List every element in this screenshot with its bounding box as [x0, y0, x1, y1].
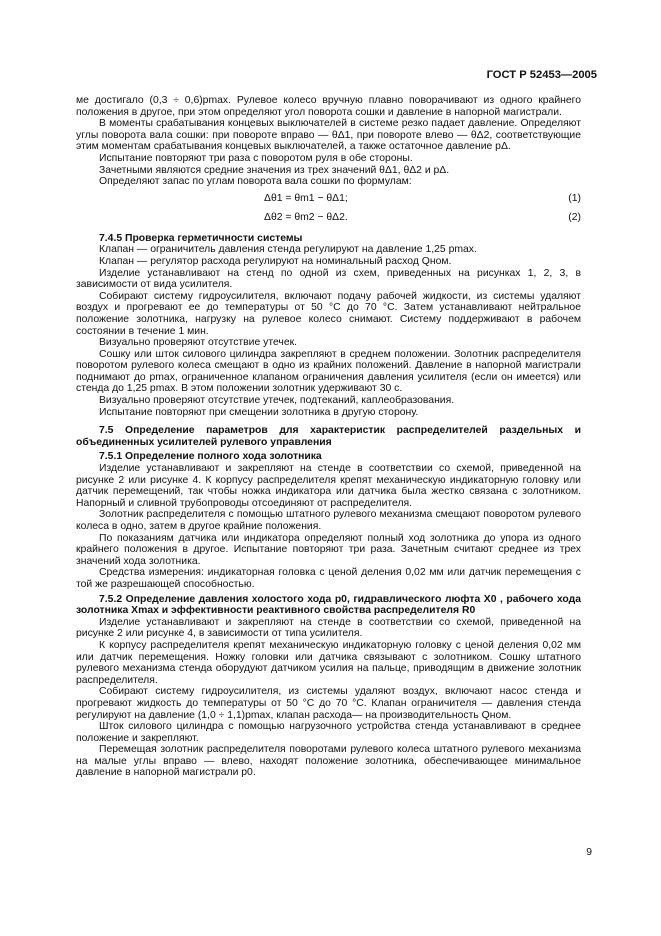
paragraph: Сошку или шток силового цилиндра закрепляют в среднем положении. Золотник распределителя поворотом рулевого колеса смещают в одно из крайних положений. Давление в напорной магистрали поднимают до pmax, ограниченное клапаном ограничения давления усилителя (если он имеется) или стенда до 1,25 pmax. В этом положении золотник удерживают 30 с.	[76, 348, 581, 395]
formula-expression: Δθ2 = θm2 − θΔ2.	[264, 211, 348, 223]
formula-expression: Δθ1 = θm1 − θΔ1;	[264, 192, 348, 204]
section-heading-7-5-1: 7.5.1 Определение полного хода золотника	[99, 451, 322, 463]
section-heading-7-5-2: 7.5.2 Определение давления холостого хода p0, гидравлического люфта X0 , рабочего хода золотника Xmax и эффективности реактивного свойства распределителя R0	[76, 593, 581, 617]
paragraph: Клапан — регулятор расхода регулируют на номинальный расход Qном.	[99, 255, 452, 267]
paragraph: Собирают систему гидроусилителя, включают подачу рабочей жидкости, из системы удаляют воздух и прогревают ее до температуры от 50 °С до 70 °С. Затем устанавливают нейтральное положение золотника, нагрузку на рулевое колесо снимают. Систему поддерживают в рабочем состоянии в течение 1 мин.	[76, 290, 581, 337]
formula-number: (2)	[568, 211, 581, 223]
document-id-header: ГОСТ Р 52453—2005	[486, 69, 597, 81]
paragraph: ме достигало (0,3 ÷ 0,6)pmax. Рулевое колесо вручную плавно поворачивают из одного крайнего положения в другое, при этом определяют угол поворота сошки и давление в напорной магистрали.	[76, 95, 581, 118]
formula-1	[76, 191, 581, 207]
paragraph: Шток силового цилиндра с помощью нагрузочного устройства стенда устанавливают в среднее положение и закрепляют.	[76, 721, 581, 744]
paragraph: Испытание повторяют три раза с поворотом руля в обе стороны.	[99, 152, 413, 164]
paragraph: В моменты срабатывания концевых выключателей в системе резко падает давление. Определяют углы поворота вала сошки: при повороте вправо — θΔ1, при повороте влево — θΔ2, соответствующие этим моментам срабатывания концевых выключателей, а также остаточное давление pΔ.	[76, 118, 581, 153]
paragraph: Изделие устанавливают на стенд по одной из схем, приведенных на рисунках 1, 2, 3, в зависимости от вида усилителя.	[76, 267, 581, 291]
paragraph: Визуально проверяют отсутствие утечек, подтеканий, каплеобразования.	[99, 395, 455, 407]
paragraph: Клапан — ограничитель давления стенда регулируют на давление 1,25 pmax.	[99, 244, 477, 256]
paragraph: Изделие устанавливают и закрепляют на стенде в соответствии со схемой, приведенной на рисунке 2 или рисунке 4, в зависимости от типа усилителя.	[76, 616, 581, 640]
formula-number: (1)	[568, 192, 581, 204]
paragraph: Зачетными являются средние значения из трех значений θΔ1, θΔ2 и pΔ.	[99, 164, 450, 176]
section-heading-7-4-5: 7.4.5 Проверка герметичности системы	[99, 232, 303, 244]
paragraph: Перемещая золотник распределителя поворотами рулевого колеса штатного рулевого механизма на малые углы вправо — влево, находят положение золотника, обеспечивающее минимальное давление в напорной магистрали p0.	[76, 744, 581, 779]
paragraph: По показаниям датчика или индикатора определяют полный ход золотника до упора из одного крайнего положения в другое. Испытание повторяют три раза. Зачетным считают среднее из трех значений хода золотника.	[76, 532, 581, 567]
paragraph: Собирают систему гидроусилителя, из системы удаляют воздух, включают насос стенда и прогревают жидкость до температуры от 50 °С до 70 °С. Клапан ограничителя — давления стенда регулируют на давление (1,0 ÷ 1,1)pmax, клапан расхода— на производительность Qном.	[76, 686, 581, 721]
section-heading-7-5: 7.5 Определение параметров для характеристик распределителей раздельных и объединенных усилителей рулевого управления	[76, 425, 581, 448]
paragraph: Визуально проверяют отсутствие утечек.	[99, 337, 298, 349]
paragraph: Золотник распределителя с помощью штатного рулевого механизма смещают поворотом рулевого колеса в одно, затем в другое крайние положения.	[76, 509, 581, 532]
paragraph: Испытание повторяют при смещении золотника в другую сторону.	[99, 406, 419, 418]
page-number: 9	[586, 847, 592, 858]
paragraph: Определяют запас по углам поворота вала сошки по формулам:	[99, 176, 412, 188]
formula-2	[76, 210, 581, 226]
paragraph: К корпусу распределителя крепят механическую индикаторную головку с ценой деления 0,02 мм или датчик перемещения. Ножку головки или датчика связывают с золотником. Сошку штатного рулевого механизма стенда оборудуют датчиком усилия на пальце, приводящим в движение золотник распределителя.	[76, 639, 581, 686]
document-body	[76, 95, 581, 779]
paragraph: Средства измерения: индикаторная головка с ценой деления 0,02 мм или датчик перемещения с той же разрешающей способностью.	[76, 567, 581, 590]
paragraph: Изделие устанавливают и закрепляют на стенде в соответствии со схемой, приведенной на рисунке 2 или рисунке 4. К корпусу распределителя крепят механическую индикаторную головку или датчик перемещений, так чтобы ножка индикатора или датчика была жестко связана с золотником. Напорный и сливной трубопроводы отсоединяют от распределителя.	[76, 463, 581, 509]
